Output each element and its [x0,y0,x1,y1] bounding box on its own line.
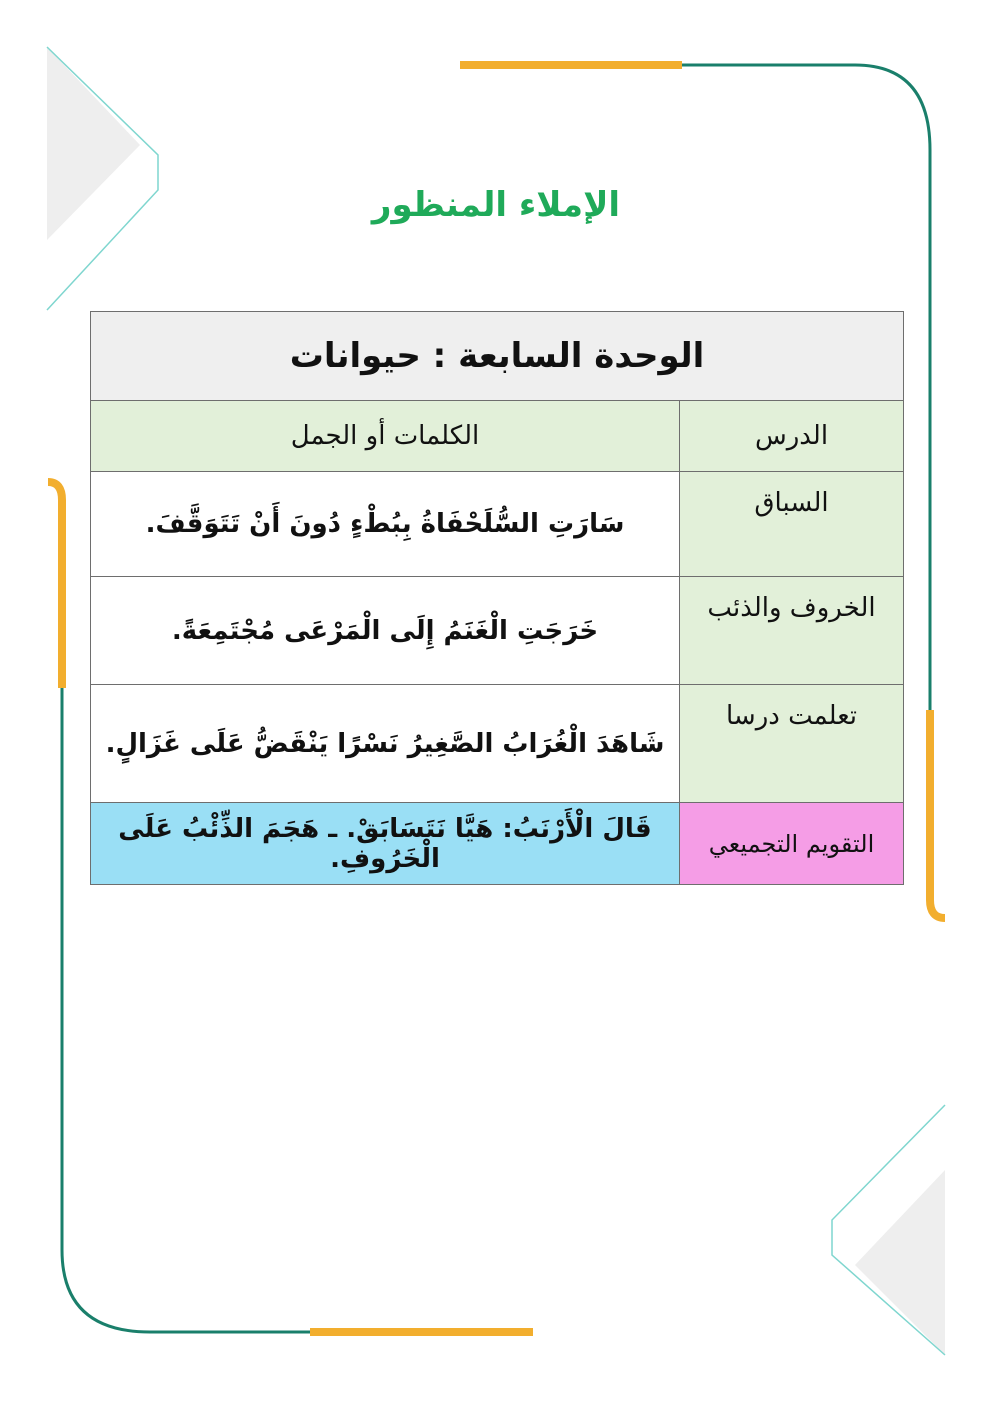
evaluation-row [91,803,904,885]
lesson-name: الخروف والذئب [680,577,904,685]
corner-decoration-bottom-right [855,1170,945,1355]
header-words: الكلمات أو الجمل [91,401,680,472]
lesson-name: تعلمت درسا [680,685,904,803]
dictation-table [90,311,904,885]
table-row [91,472,904,577]
lesson-sentence: سَارَتِ السُّلَحْفَاةُ بِبُطْءٍ دُونَ أَنْ تَتَوَقَّفَ. [91,472,680,577]
lesson-sentence: خَرَجَتِ الْغَنَمُ إِلَى الْمَرْعَى مُجْتَمِعَةً. [91,577,680,685]
evaluation-label: التقويم التجميعي [680,803,904,885]
evaluation-sentence: قَالَ الْأَرْنَبُ: هَيَّا نَتَسَابَقْ. ـ هَجَمَ الذِّئْبُ عَلَى الْخَرُوفِ. [91,803,680,885]
page-title: الإملاء المنظور [371,185,621,225]
table-row [91,577,904,685]
accent-bar-right [930,710,945,918]
lesson-name: السباق [680,472,904,577]
accent-bar-left [48,482,62,688]
lesson-sentence: شَاهَدَ الْغُرَابُ الصَّغِيرُ نَسْرًا يَنْقَضُّ عَلَى غَزَالٍ. [91,685,680,803]
table-row [91,685,904,803]
header-lesson: الدرس [680,401,904,472]
unit-title: الوحدة السابعة : حيوانات [91,312,904,401]
